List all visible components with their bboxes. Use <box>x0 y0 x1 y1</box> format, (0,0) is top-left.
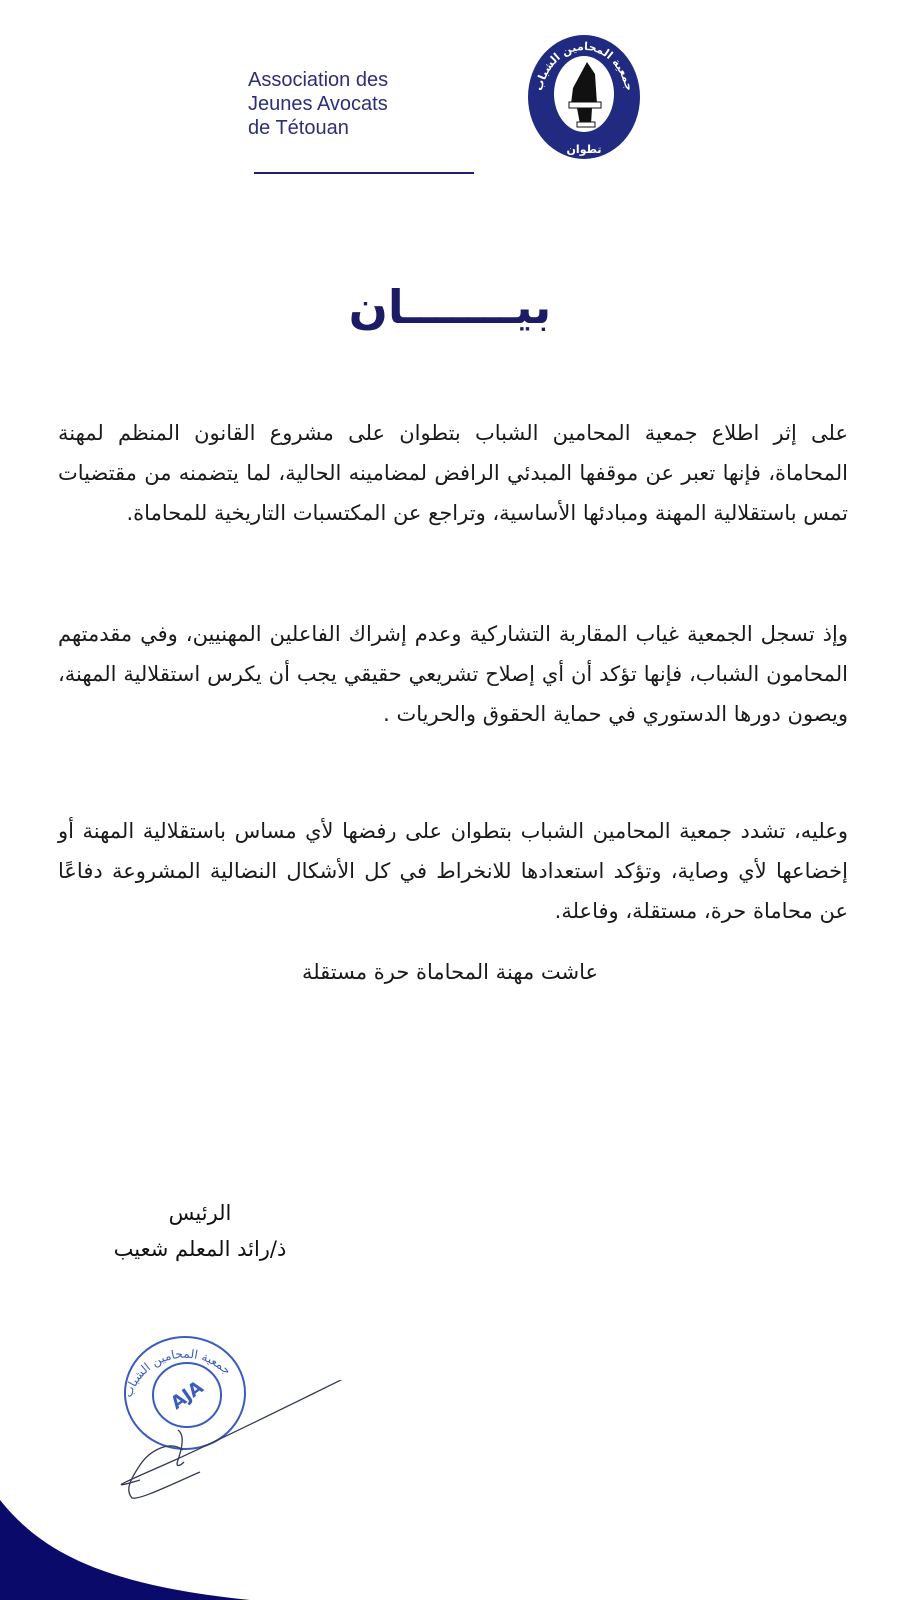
org-name-line-1: Association des <box>248 69 389 91</box>
header-divider <box>254 172 474 174</box>
organization-name <box>248 68 388 140</box>
handwritten-signature <box>0 1380 380 1520</box>
letterhead <box>0 0 900 200</box>
org-name-line-3: de Tétouan <box>248 117 349 139</box>
svg-text:جمعية المحامين الشباب: جمعية المحامين الشباب <box>532 39 636 93</box>
svg-text:جمعية المحامين الشباب: جمعية المحامين الشباب <box>120 1346 235 1400</box>
signature-block <box>60 1195 340 1267</box>
signatory-title: الرئيس <box>168 1201 232 1225</box>
svg-text:AJA: AJA <box>167 1376 208 1414</box>
svg-text:تطوان: تطوان <box>566 143 602 156</box>
association-emblem-icon <box>525 32 643 162</box>
paragraph-3: وعليه، تشدد جمعية المحامين الشباب بتطوان على رفضها لأي مساس باستقلالية المهنة أو إخضاعها لأي وصاية، وتؤكد استعدادها للانخراط في كل الأشكال النضالية المشروعة دفاعًا عن محاماة حرة، مستقلة، وفاعلة. <box>58 819 848 923</box>
org-name-line-2: Jeunes Avocats <box>248 93 388 115</box>
document-title: بيـــــــان <box>348 280 552 334</box>
closing-slogan: عاشت مهنة المحاماة حرة مستقلة <box>301 960 599 984</box>
paragraph-1: على إثر اطلاع جمعية المحامين الشباب بتطوان على مشروع القانون المنظم لمهنة المحاماة، فإنها تعبر عن موقفها المبدئي الرافض لمضامينه الحالية، لما يتضمنه من مقتضيات تمس باستقلالية المهنة ومبادئها الأساسية، وتراجع عن المكتسبات التاريخية للمحاماة. <box>58 421 848 525</box>
signatory-name: ذ/رائد المعلم شعيب <box>113 1237 287 1261</box>
paragraph-2: وإذ تسجل الجمعية غياب المقاربة التشاركية وعدم إشراك الفاعلين المهنيين، وفي مقدمتهم المحامون الشباب، فإنها تؤكد أن أي إصلاح تشريعي حقيقي يجب أن يكرس استقلالية المهنة، ويصون دورها الدستوري في حماية الحقوق والحريات . <box>58 622 848 726</box>
